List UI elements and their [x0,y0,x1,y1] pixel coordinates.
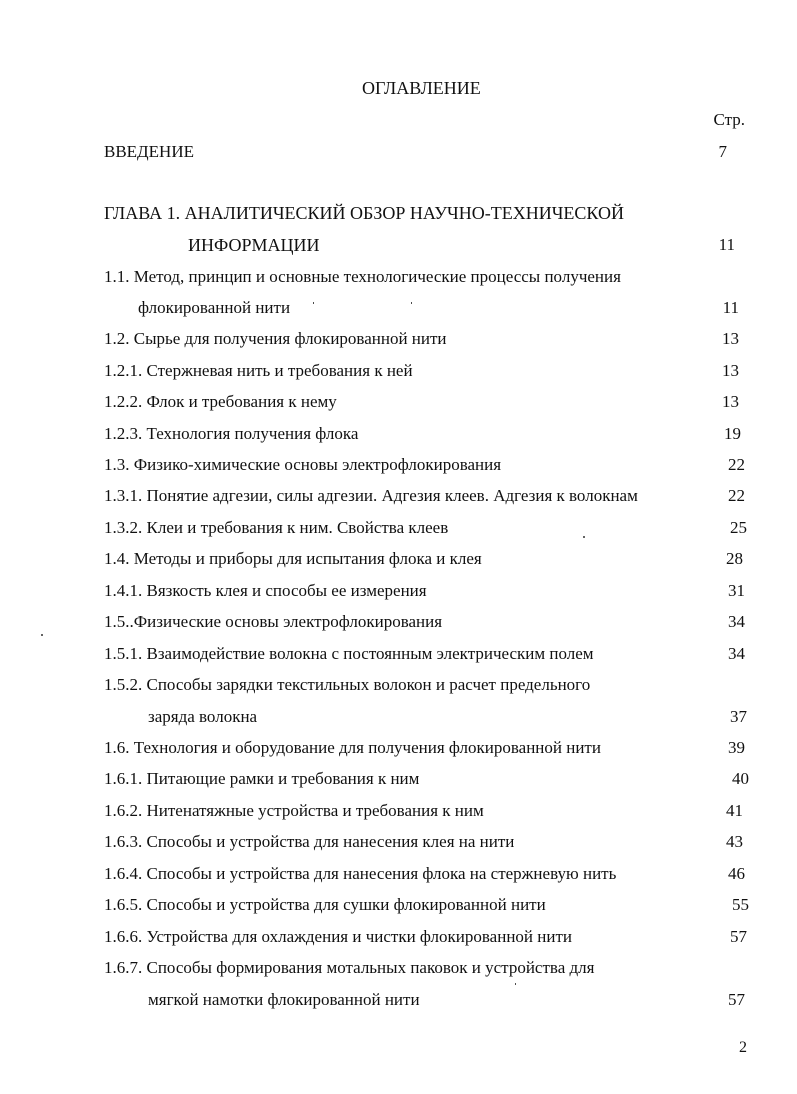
toc-entry-page: 19 [724,424,741,443]
toc-entry-page: 28 [726,549,743,568]
toc-entry-page: 22 [728,455,745,474]
scan-speck [583,536,585,538]
scan-speck [411,302,412,304]
toc-title: ОГЛАВЛЕНИЕ [362,78,481,98]
toc-entry-text: 1.5..Физические основы электрофлокирования [104,612,443,631]
toc-entry-page: 31 [728,581,745,600]
toc-entry-page: 55 [732,895,749,914]
toc-entry-page: 41 [726,801,743,820]
toc-entry-page: 46 [728,864,745,883]
page-column-label: Стр. [713,110,745,129]
scan-speck [41,634,43,636]
toc-entry-text-cont: заряда волокна [148,707,258,726]
toc-entry-page: 39 [728,738,745,757]
page-number: 2 [739,1039,747,1056]
toc-entry-page: 7 [718,142,727,161]
toc-entry-text: 1.5.2. Способы зарядки текстильных волокон и расчет предельного [104,675,591,694]
toc-entry-text: 1.2. Сырье для получения флокированной нити [104,329,447,348]
toc-entry-page: 13 [722,361,739,380]
toc-entry-text: 1.6.2. Нитенатяжные устройства и требования к ним [104,801,484,820]
toc-entry-text: 1.4. Методы и приборы для испытания флока и клея [104,549,482,568]
toc-entry-text: 1.2.2. Флок и требования к нему [104,392,337,411]
toc-entry-text: 1.6.3. Способы и устройства для нанесения клея на нити [104,832,515,851]
toc-chapter-heading: ГЛАВА 1. АНАЛИТИЧЕСКИЙ ОБЗОР НАУЧНО-ТЕХНИЧЕСКОЙ [104,203,624,223]
toc-entry-text: 1.3. Физико-химические основы электрофлокирования [104,455,502,474]
toc-entry-text: 1.6. Технология и оборудование для получения флокированной нити [104,738,601,757]
toc-entry-page: 40 [732,769,749,788]
toc-entry-page: 22 [728,486,745,505]
toc-entry-page: 13 [722,329,739,348]
toc-entry-page: 57 [728,990,745,1009]
toc-entry-text: 1.6.5. Способы и устройства для сушки флокированной нити [104,895,546,914]
toc-entry-text: 1.5.1. Взаимодействие волокна с постоянным электрическим полем [104,644,594,663]
toc-entry-page: 34 [728,612,745,631]
toc-entry-text-cont: мягкой намотки флокированной нити [148,990,420,1009]
toc-entry-text: ВВЕДЕНИЕ [104,142,194,161]
toc-entry-text: 1.6.1. Питающие рамки и требования к ним [104,769,420,788]
toc-entry-text: 1.3.1. Понятие адгезии, силы адгезии. Адгезия клеев. Адгезия к волокнам [104,486,638,505]
toc-entry-text: 1.1. Метод, принцип и основные технологические процессы получения [104,267,621,286]
toc-chapter-heading-cont: ИНФОРМАЦИИ [188,235,320,255]
toc-entry-page: 11 [718,235,735,254]
toc-entry-page: 13 [722,392,739,411]
toc-entry-text: 1.6.7. Способы формирования мотальных паковок и устройства для [104,958,595,977]
toc-entry-text: 1.2.3. Технология получения флока [104,424,359,443]
toc-entry-text: 1.6.6. Устройства для охлаждения и чистки флокированной нити [104,927,572,946]
toc-entry-text-cont: флокированной нити [138,298,291,317]
toc-entry-page: 37 [730,707,747,726]
toc-entry-text: 1.4.1. Вязкость клея и способы ее измерения [104,581,427,600]
toc-entry-text: 1.3.2. Клеи и требования к ним. Свойства клеев [104,518,449,537]
toc-entry-page: 25 [730,518,747,537]
scan-speck [313,302,314,304]
toc-entry-page: 57 [730,927,747,946]
scan-speck [515,983,516,985]
toc-entry-text: 1.2.1. Стержневая нить и требования к ней [104,361,413,380]
toc-entry-text: 1.6.4. Способы и устройства для нанесения флока на стержневую нить [104,864,617,883]
toc-entry-page: 34 [728,644,745,663]
toc-entry-page: 43 [726,832,743,851]
toc-entry-page: 11 [722,298,739,317]
